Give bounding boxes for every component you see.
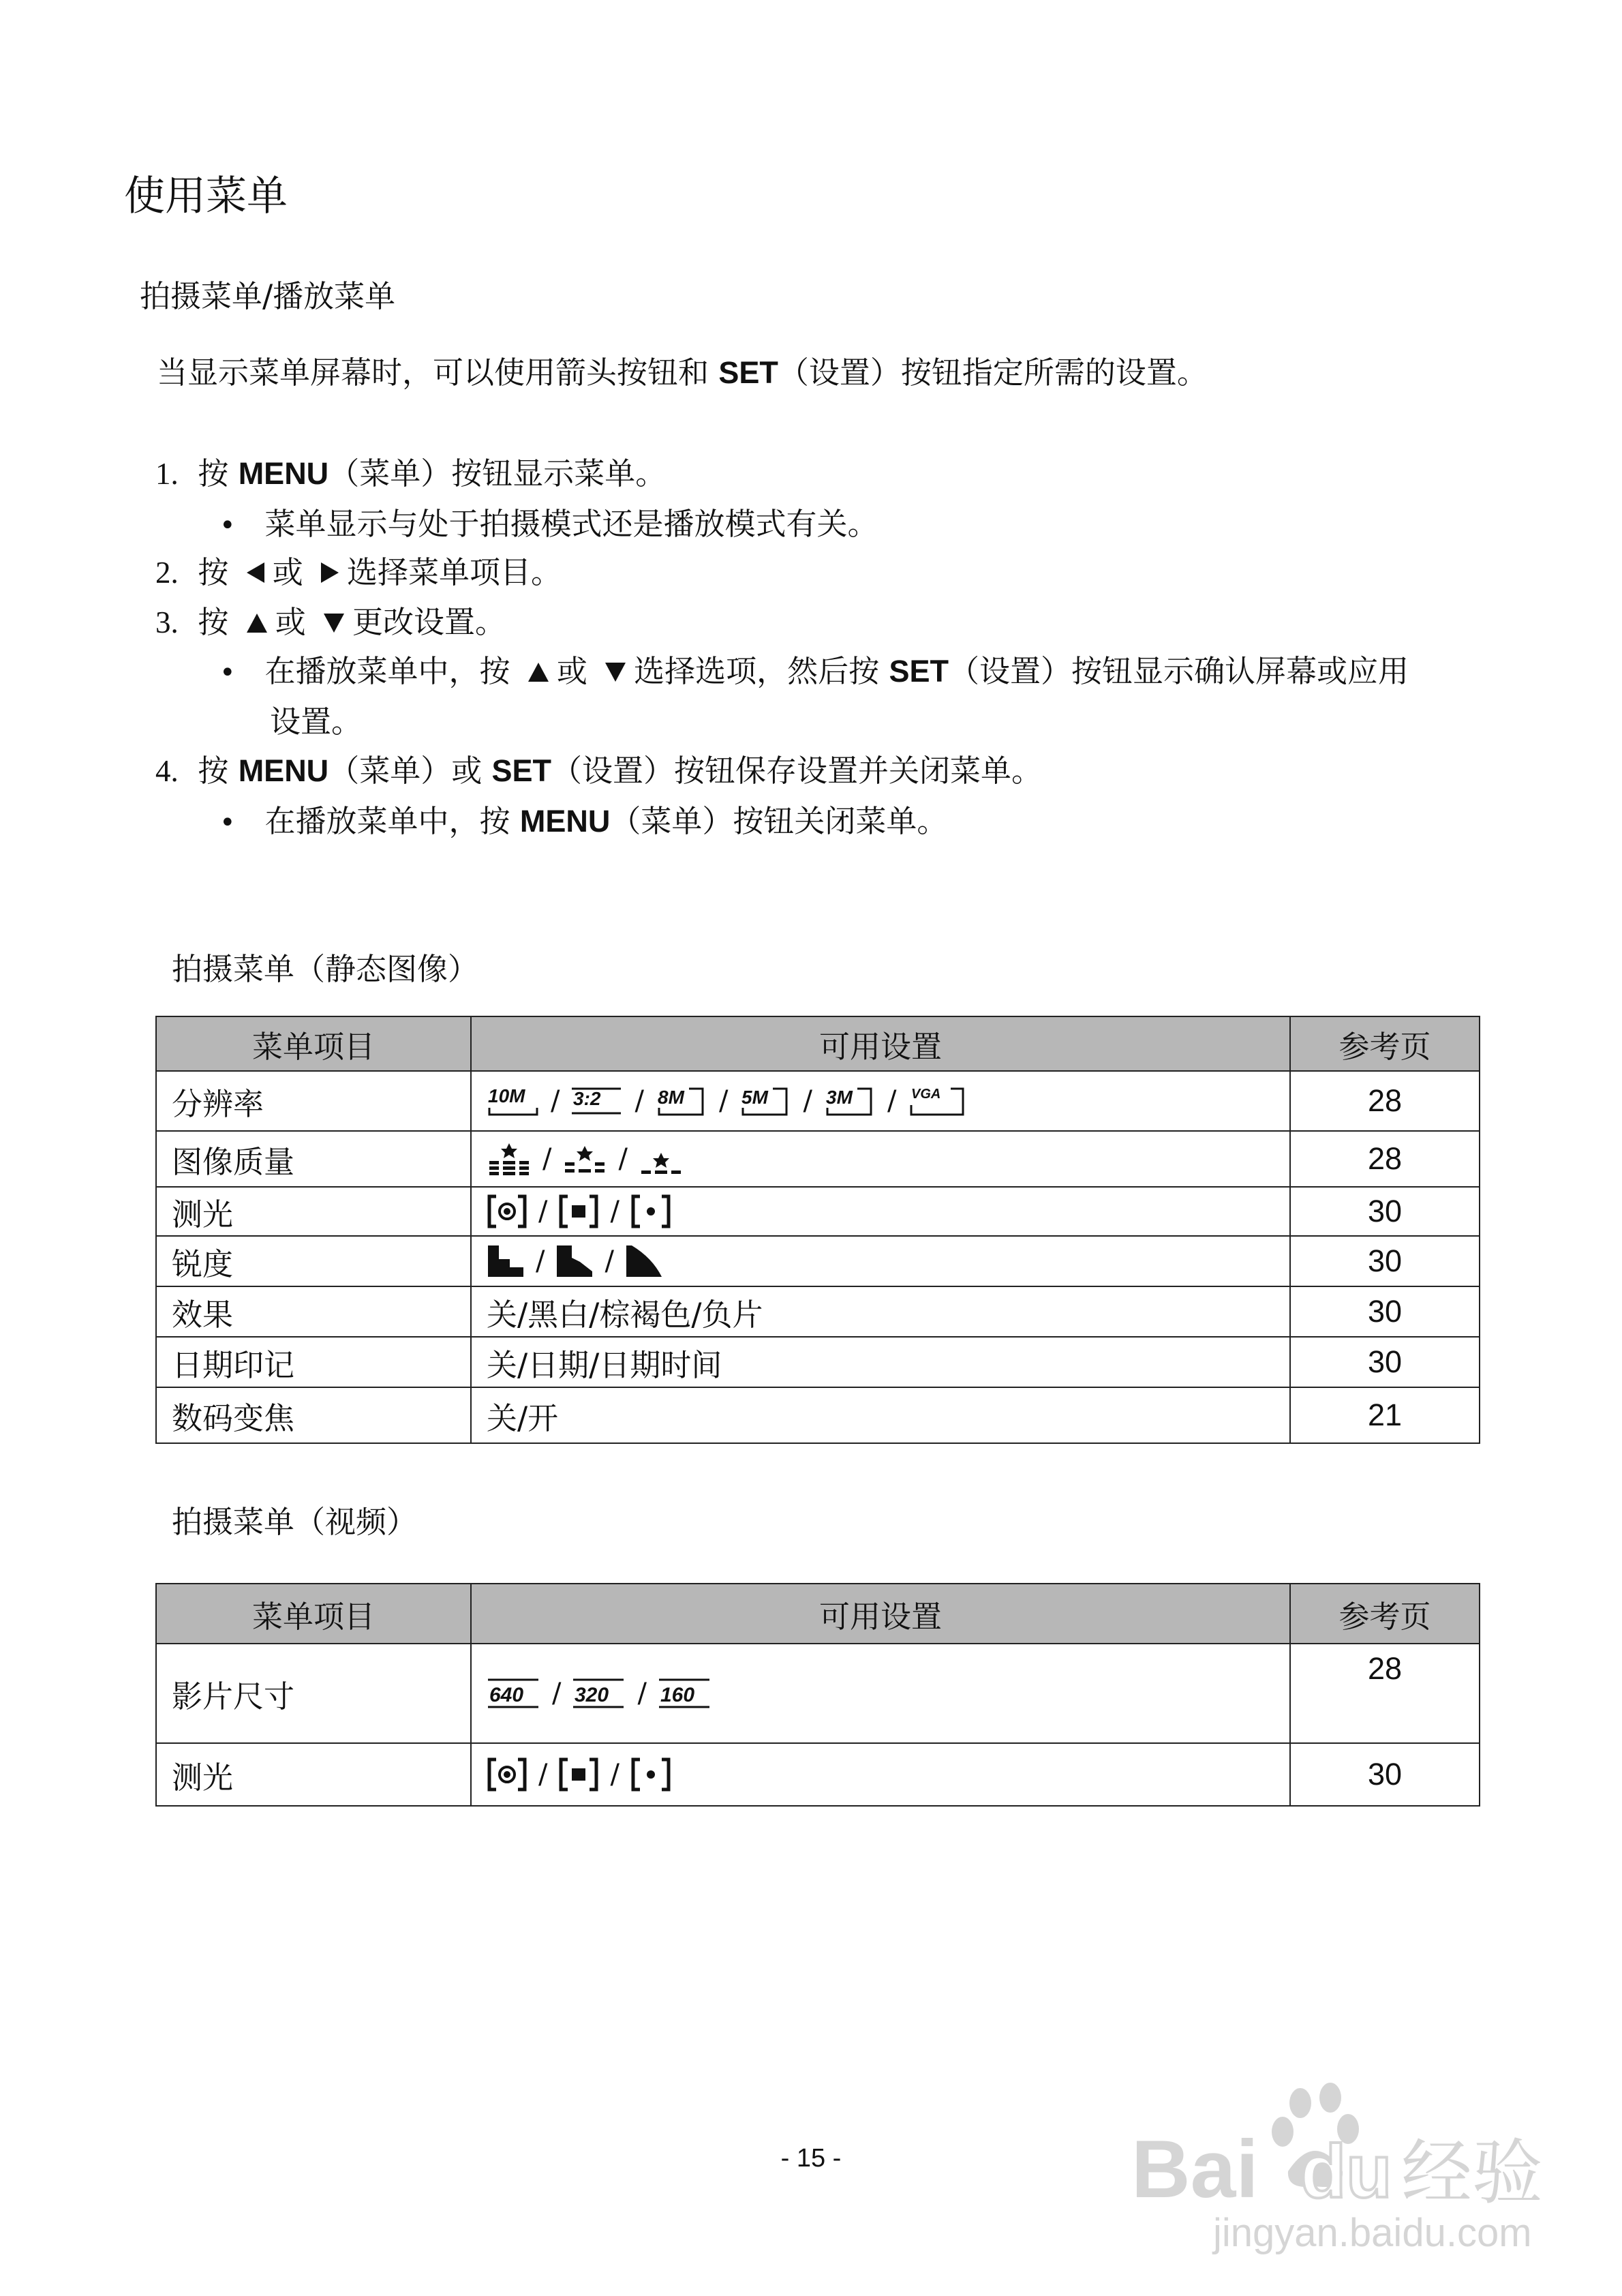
metering-spot-icon (630, 1757, 671, 1792)
svg-text:10M: 10M (488, 1085, 525, 1106)
baidu-jingyan-watermark (1131, 2083, 1574, 2256)
intro-text: 当显示菜单屏幕时，可以使用箭头按钮和 SET（设置）按钮指定所需的设置。 (157, 354, 1208, 391)
step-2: 2. 按 或 选择菜单项目。 (155, 554, 562, 590)
quality-economy-icon (639, 1142, 684, 1176)
svg-text:Bai: Bai (1131, 2124, 1259, 2215)
quality-fine-icon (487, 1142, 532, 1176)
table-row: 锐度 / / 30 (156, 1236, 1480, 1286)
header-settings: 可用设置 (471, 1584, 1290, 1644)
svg-text:3:2: 3:2 (573, 1088, 601, 1109)
header-settings: 可用设置 (471, 1016, 1290, 1071)
sharpness-soft-icon (625, 1244, 663, 1278)
svg-text:5M: 5M (741, 1087, 769, 1108)
svg-text:VGA: VGA (911, 1087, 941, 1102)
header-page: 参考页 (1290, 1584, 1480, 1644)
svg-text:320: 320 (575, 1684, 609, 1706)
table-header-row (156, 1016, 1480, 1071)
table-row: 测光 / / 30 (156, 1187, 1480, 1236)
metering-spot-icon (630, 1194, 671, 1228)
step-1-bullet: • 菜单显示与处于拍摄模式还是播放模式有关。 (219, 506, 878, 542)
movie-size-640-icon (487, 1676, 541, 1711)
arrow-up-icon (527, 661, 550, 683)
metering-center-icon (487, 1757, 527, 1792)
resolution-8m-icon (655, 1083, 708, 1119)
quality-normal-icon (562, 1142, 607, 1176)
svg-text:160: 160 (660, 1684, 695, 1706)
svg-text:du: du (1300, 2130, 1392, 2214)
table-row: 图像质量 / / 28 (156, 1131, 1480, 1187)
sharpness-normal-icon (555, 1244, 594, 1278)
metering-center-icon (487, 1194, 527, 1228)
svg-text:jingyan.baidu.com: jingyan.baidu.com (1213, 2211, 1532, 2255)
arrow-down-icon (322, 612, 346, 634)
table-row: 数码变焦 关/开 21 (156, 1387, 1480, 1443)
table-header-row (156, 1584, 1480, 1644)
still-image-menu-table (155, 1016, 1480, 1444)
arrow-right-icon (320, 561, 340, 584)
arrow-left-icon (245, 561, 266, 584)
video-menu-table (155, 1583, 1480, 1807)
resolution-10m-icon (487, 1083, 540, 1119)
svg-text:640: 640 (489, 1684, 524, 1706)
resolution-5m-icon (739, 1083, 792, 1119)
sharpness-hard-icon (487, 1244, 525, 1278)
table-row: 影片尺寸 640 / 320 / 160 28 (156, 1644, 1480, 1743)
resolution-vga-icon (907, 1083, 966, 1119)
header-page: 参考页 (1290, 1016, 1480, 1071)
section-heading: 拍摄菜单/播放菜单 (140, 278, 396, 314)
table-row: 效果 关/黑白/棕褐色/负片 30 (156, 1286, 1480, 1337)
movie-size-320-icon (572, 1676, 626, 1711)
header-menu-item: 菜单项目 (156, 1584, 471, 1644)
page-number: - 15 - (780, 2144, 842, 2173)
step-3-bullet-cont: 设置。 (270, 704, 363, 740)
table-row: 测光 / / 30 (156, 1743, 1480, 1806)
metering-average-icon (558, 1194, 599, 1228)
svg-text:3M: 3M (825, 1087, 853, 1108)
page-title: 使用菜单 (124, 172, 288, 220)
step-3-bullet: • 在播放菜单中，按 或 选择选项，然后按 SET（设置）按钮显示确认屏幕或应用 (219, 653, 1409, 689)
header-menu-item: 菜单项目 (156, 1016, 471, 1071)
resolution-3-2-icon (570, 1083, 624, 1119)
svg-text:8M: 8M (657, 1087, 684, 1108)
arrow-down-icon (604, 661, 627, 683)
table1-caption: 拍摄菜单（静态图像） (172, 951, 479, 987)
step-1: 1. 按 MENU（菜单）按钮显示菜单。 (155, 455, 667, 492)
table-row: 日期印记 关/日期/日期时间 30 (156, 1337, 1480, 1387)
movie-size-160-icon (658, 1676, 712, 1711)
metering-average-icon (558, 1757, 599, 1792)
table2-caption: 拍摄菜单（视频） (172, 1504, 418, 1540)
arrow-up-icon (245, 612, 269, 634)
step-4-bullet: • 在播放菜单中，按 MENU（菜单）按钮关闭菜单。 (219, 803, 948, 839)
step-3: 3. 按 或 更改设置。 (155, 604, 506, 640)
step-4: 4. 按 MENU（菜单）或 SET（设置）按钮保存设置并关闭菜单。 (155, 753, 1043, 789)
resolution-3m-icon (823, 1083, 876, 1119)
svg-text:经验: 经验 (1401, 2131, 1544, 2214)
table-row: 分辨率 10M / 3:2 / 8M / 5M / 3M / VGA 28 (156, 1071, 1480, 1131)
